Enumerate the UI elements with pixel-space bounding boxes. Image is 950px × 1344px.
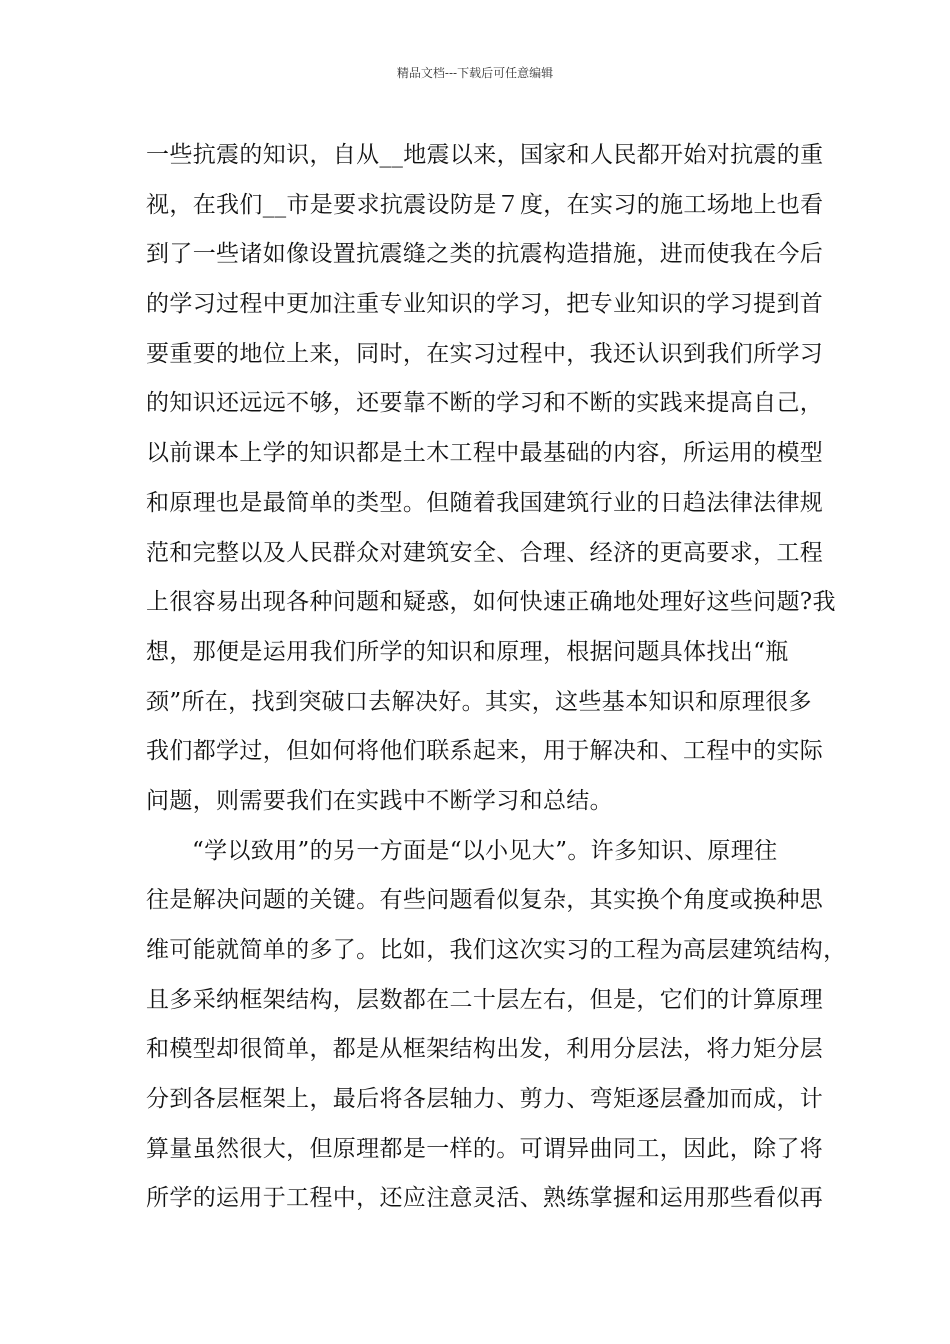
text-line: 往是解决问题的关键。有些问题看似复杂，其实换个角度或换种思 [146,887,824,914]
page-header: 精品文档---下载后可任意编辑 [396,66,554,80]
text-line: 要重要的地位上来，同时，在实习过程中，我还认识到我们所学习 [146,340,824,367]
text-line: 维可能就简单的多了。比如，我们这次实习的工程为高层建筑结构， [146,937,847,963]
text-line: 范和完整以及人民群众对建筑安全、合理、经济的更高要求，工程 [146,539,824,566]
text-line: 问题，则需要我们在实践中不断学习和总结。 [146,787,613,814]
text-line: 和模型却很简单，都是从框架结构出发，利用分层法，将力矩分层 [146,1036,824,1063]
text-line: 的学习过程中更加注重专业知识的学习，把专业知识的学习提到首 [146,291,824,318]
text-line: 上很容易出现各种问题和疑惑，如何快速正确地处理好这些问题?我 [146,589,836,616]
text-line: “学以致用”的另一方面是“以小见大”。许多知识、原理往 [192,837,778,864]
text-line: 算量虽然很大，但原理都是一样的。可谓异曲同工，因此，除了将 [146,1135,824,1162]
text-line: 的知识还远远不够，还要靠不断的学习和不断的实践来提高自己， [146,390,824,417]
text-line: 颈”所在，找到突破口去解决好。其实，这些基本知识和原理很多 [146,688,812,715]
text-line: 所学的运用于工程中，还应注意灵活、熟练掌握和运用那些看似再 [146,1185,824,1212]
paragraph-2 [146,827,847,1225]
text-line: 视，在我们__市是要求抗震设防是７度，在实习的施工场地上也看 [146,191,824,218]
text-line: 到了一些诸如像设置抗震缝之类的抗震构造措施，进而使我在今后 [146,241,824,268]
text-line: 分到各层框架上，最后将各层轴力、剪力、弯矩逐层叠加而成，计 [146,1086,824,1113]
document-body [146,131,847,1224]
text-line: 一些抗震的知识，自从__地震以来，国家和人民都开始对抗震的重 [146,142,824,168]
text-line: 想，那便是运用我们所学的知识和原理，根据问题具体找出“瓶 [146,638,789,665]
text-line: 我们都学过，但如何将他们联系起来，用于解决和、工程中的实际 [146,738,824,765]
text-line: 且多采纳框架结构，层数都在二十层左右，但是，它们的计算原理 [146,986,824,1013]
text-line: 以前课本上学的知识都是土木工程中最基础的内容，所运用的模型 [146,440,824,467]
paragraph-1 [146,131,836,827]
text-line: 和原理也是最简单的类型。但随着我国建筑行业的日趋法律法律规 [146,489,824,516]
